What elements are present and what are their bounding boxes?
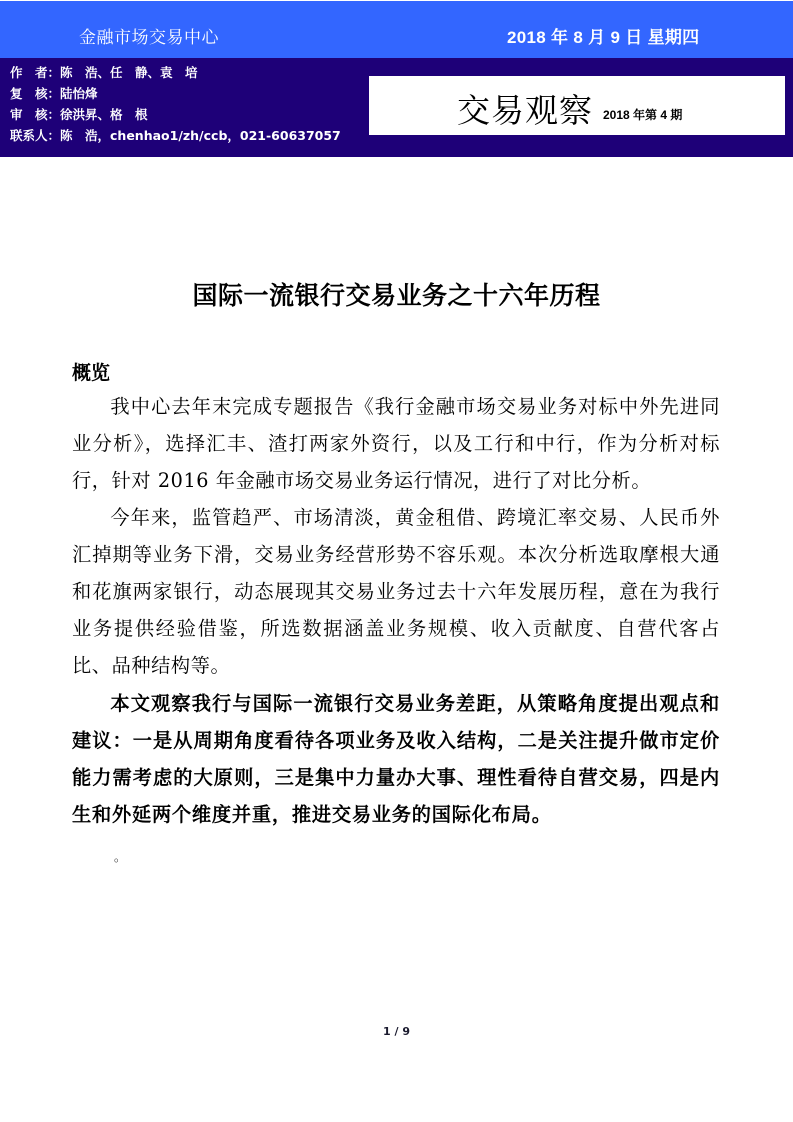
credit-row-contact	[10, 125, 341, 146]
publication-title-box	[369, 76, 785, 135]
credit-row-auditor	[10, 104, 341, 125]
section-heading-overview: 概览	[72, 362, 111, 384]
paragraph-2: 今年来，监管趋严、市场清淡，黄金租借、跨境汇率交易、人民币外汇掉期等业务下滑，交易业务经营形势不容乐观。本次分析选取摩根大通和花旗两家银行，动态展现其交易业务过去十六年发展历程，意在为我行业务提供经验借鉴，所选数据涵盖业务规模、收入贡献度、自营代客占比、品种结构等。	[72, 506, 720, 677]
header-top-band	[0, 1, 793, 58]
publication-issue: 2018 年第 4 期	[603, 108, 683, 122]
page-number: 1 / 9	[383, 1025, 410, 1038]
publication-title: 交易观察	[457, 91, 593, 130]
credit-value: 陈 浩、任 静、袁 培	[60, 65, 198, 80]
credit-row-authors	[10, 62, 341, 83]
paragraph-1: 我中心去年末完成专题报告《我行金融市场交易业务对标中外先进同业分析》，选择汇丰、渣打两家外资行，以及工行和中行，作为分析对标行，针对 2016 年金融市场交易业务运行情况，进行了对比分析。	[72, 395, 720, 492]
credits-block	[10, 62, 341, 146]
credit-label: 复 核：	[10, 86, 61, 101]
credit-value: 徐洪昇、格 根	[60, 107, 148, 122]
report-date: 2018 年 8 月 9 日 星期四	[507, 28, 700, 47]
credit-value: 陈 浩，chenhao1/zh/ccb，021-60637057	[60, 128, 341, 143]
credit-value: 陆怡烽	[60, 86, 98, 101]
paragraph-3-key-points: 本文观察我行与国际一流银行交易业务差距，从策略角度提出观点和建议：一是从周期角度看待各项业务及收入结构，二是关注提升做市定价能力需考虑的大原则，三是集中力量办大事、理性看待自营交易，四是内生和外延两个维度并重，推进交易业务的国际化布局。	[72, 692, 720, 826]
org-name: 金融市场交易中心	[79, 28, 219, 48]
article-title: 国际一流银行交易业务之十六年历程	[192, 281, 601, 310]
credit-label: 作 者：	[10, 65, 61, 80]
trailing-punctuation: 。	[114, 850, 127, 864]
credit-row-reviewer	[10, 83, 341, 104]
credit-label: 审 核：	[10, 107, 61, 122]
credit-label: 联系人：	[10, 128, 61, 143]
